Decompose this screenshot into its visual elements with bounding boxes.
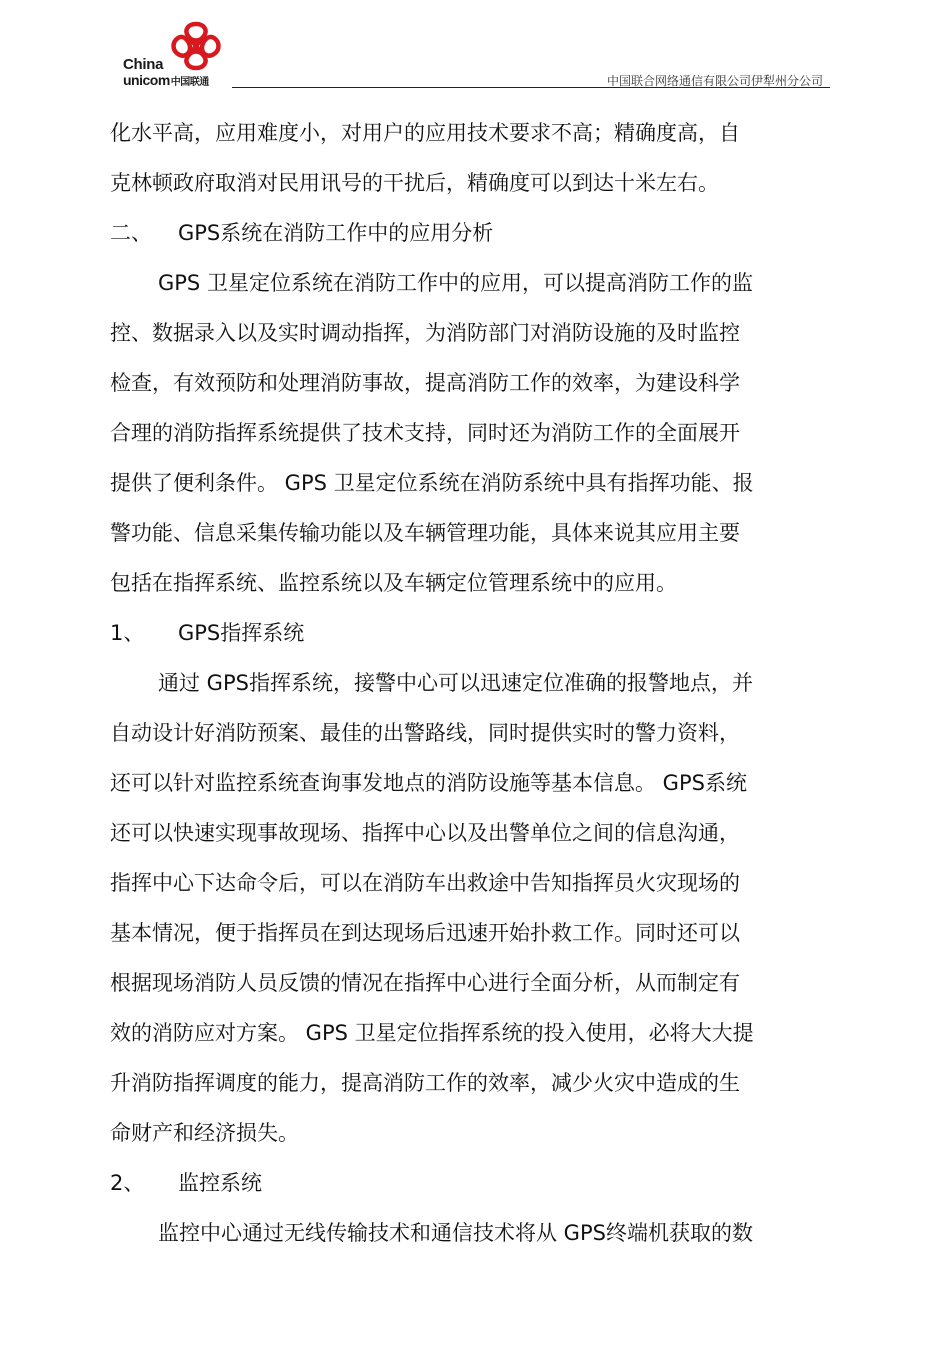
paragraph-line: 命财产和经济损失。: [110, 1121, 299, 1145]
unicom-knot-icon: [168, 20, 224, 72]
paragraph-line: 升消防指挥调度的能力，提高消防工作的效率，减少火灾中造成的生: [110, 1071, 740, 1095]
paragraph-line: 根据现场消防人员反馈的情况在指挥中心进行全面分析，从而制定有: [110, 971, 740, 995]
paragraph-line: 自动设计好消防预案、最佳的出警路线，同时提供实时的警力资料，: [110, 721, 740, 745]
paragraph-line: 提供了便利条件。 GPS 卫星定位系统在消防系统中具有指挥功能、报: [110, 471, 754, 495]
logo-unicom-text: unicom: [123, 72, 170, 88]
paragraph-line: 还可以快速实现事故现场、指挥中心以及出警单位之间的信息沟通，: [110, 821, 740, 845]
paragraph-line: 包括在指挥系统、监控系统以及车辆定位管理系统中的应用。: [110, 571, 677, 595]
section-heading-2: [110, 219, 493, 247]
logo-wordmark-china: China: [123, 56, 164, 73]
paragraph-line: 效的消防应对方案。 GPS 卫星定位指挥系统的投入使用，必将大大提: [110, 1021, 754, 1045]
china-unicom-logo: [120, 20, 232, 92]
paragraph-line: 警功能、信息采集传输功能以及车辆管理功能，具体来说其应用主要: [110, 521, 740, 545]
subsection-title: 监控系统: [178, 1171, 262, 1195]
logo-cn-text: 中国联通: [170, 77, 209, 88]
page-header: [0, 0, 950, 100]
section-number: 二、: [110, 221, 152, 245]
paragraph-line: 监控中心通过无线传输技术和通信技术将从 GPS终端机获取的数: [158, 1221, 753, 1245]
subsection-title: GPS指挥系统: [178, 621, 305, 645]
company-name: 中国联合网络通信有限公司伊犁州分公司: [606, 74, 823, 88]
paragraph-line: 基本情况，便于指挥员在到达现场后迅速开始扑救工作。同时还可以: [110, 921, 740, 945]
paragraph-line: 检查，有效预防和处理消防事故，提高消防工作的效率，为建设科学: [110, 371, 740, 395]
paragraph-line: 化水平高，应用难度小，对用户的应用技术要求不高；精确度高，自: [110, 121, 740, 145]
logo-wordmark-unicom: [123, 72, 209, 88]
paragraph-line: 指挥中心下达命令后，可以在消防车出救途中告知指挥员火灾现场的: [110, 871, 740, 895]
paragraph-line: 还可以针对监控系统查询事发地点的消防设施等基本信息。 GPS系统: [110, 771, 747, 795]
subsection-heading-2: [110, 1169, 262, 1197]
subsection-number: 1、: [110, 621, 145, 645]
paragraph-line: 通过 GPS指挥系统，接警中心可以迅速定位准确的报警地点，并: [158, 671, 753, 695]
paragraph-line: 合理的消防指挥系统提供了技术支持，同时还为消防工作的全面展开: [110, 421, 740, 445]
header-divider: [232, 87, 830, 88]
paragraph-line: 克林顿政府取消对民用讯号的干扰后，精确度可以到达十米左右。: [110, 171, 719, 195]
section-title: GPS系统在消防工作中的应用分析: [178, 221, 494, 245]
subsection-heading-1: [110, 619, 304, 647]
paragraph-line: 控、数据录入以及实时调动指挥，为消防部门对消防设施的及时监控: [110, 321, 740, 345]
paragraph-line: GPS 卫星定位系统在消防工作中的应用，可以提高消防工作的监: [158, 271, 753, 295]
subsection-number: 2、: [110, 1171, 145, 1195]
